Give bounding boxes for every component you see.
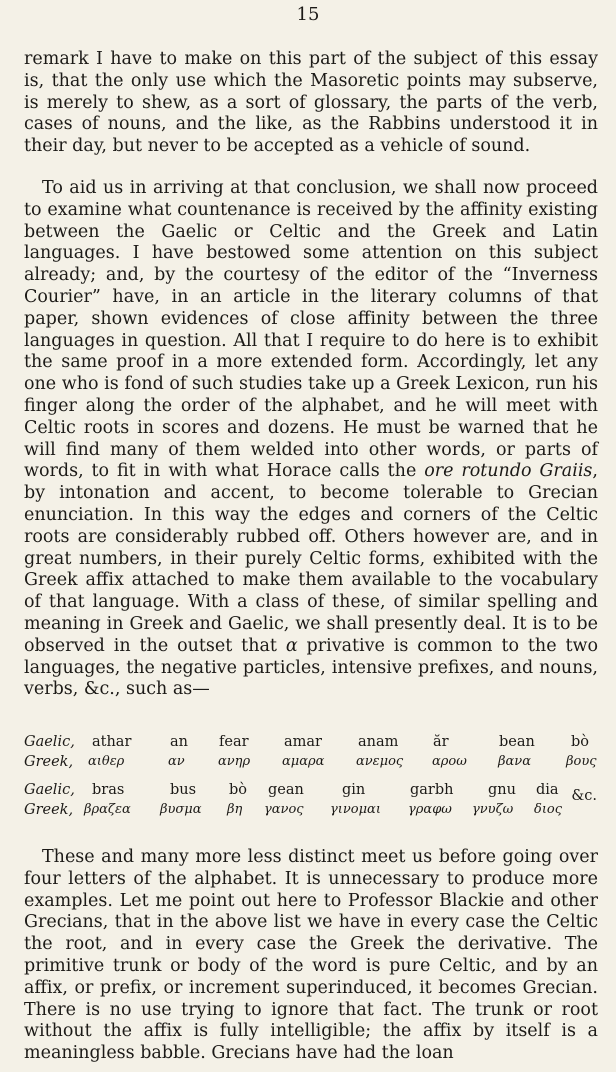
greek-word: ανηρ [218,754,251,769]
greek-word: διος [534,802,563,817]
greek-word: βους [566,754,597,769]
gaelic-word: bus [170,782,197,798]
greek-word: γραφω [408,802,452,817]
gaelic-word: an [170,734,188,750]
greek-word: αροω [432,754,467,769]
etcetera-mark: &c. [571,788,597,804]
gaelic-word: ăr [433,734,449,750]
greek-word: αμαρα [282,754,325,769]
gaelic-word: bò [571,734,590,750]
gaelic-label: Gaelic, [24,782,75,798]
greek-word-row-2 [24,800,598,820]
greek-label: Greek, [24,802,74,818]
gaelic-word: gin [342,782,366,798]
greek-word: γανος [264,802,304,817]
greek-word: ανεμος [356,754,404,769]
paragraph-greek-affinity: To aid us in arriving at that conclusion, we shall now proceed to examine what countenance is received by the affinity existing between the Gaelic or Celtic and the Greek and Latin languages. I have bestowed some attention on this subject already; and, by the courtesy of the editor of the “Inverness Courier” have, in an article in the literary columns of that paper, shown evidences of close affinity between the three languages in question. All that I require to do here is to exhibit the same proof in a more extended form. Accordingly, let any one who is fond of such studies take up a Greek Lexicon, run his finger along the order of the alphabet, and he will meet with Celtic roots in scores and dozens. He must be warned that he will find many of them welded into other words, or parts of words, to fit in with what Horace calls the ore rotundo Graiis, by intonation and accent, to become tolerable to Grecian enunciation. In this way the edges and corners of the Celtic roots are considerably rubbed off. Others however are, and in great numbers, in their purely Celtic forms, exhibited with the Greek affix attached to make them available to the vocabulary of that language. With a class of these, of similar spelling and meaning in Greek and Gaelic, we shall presently deal. It is to be observed in the outset that α privative is common to the two languages, the negative particles, intensive prefixes, and nouns, verbs, &c., such as— [24,178,598,700]
gaelic-word-row-1 [24,732,598,752]
gaelic-word: bean [499,734,535,750]
greek-word: βη [227,802,243,817]
paragraph-celtic-root: These and many more less distinct meet us before going over four letters of the alphabet. It is unnecessary to produce more examples. Let me point out here to Professor Blackie and other Grecians, that in the above list we have in every case the Celtic the root, and in every case the Greek the derivative. The primitive trunk or body of the word is pure Celtic, and by an affix, or prefix, or increment superinduced, it becomes Grecian. There is no use trying to ignore that fact. The trunk or root without the affix is fully intelligible; the affix by itself is a meaningless babble. Grecians have had the loan [24,847,598,1064]
greek-word: αν [168,754,185,769]
greek-word: βυσμα [160,802,202,817]
greek-word: βραζεα [84,802,131,817]
page-number: 15 [296,4,320,25]
gaelic-word: anam [358,734,399,750]
greek-word-row-1 [24,752,598,772]
gaelic-word-row-2 [24,780,598,800]
greek-label: Greek, [24,754,74,770]
paragraph-continuation: remark I have to make on this part of the subject of this essay is, that the only use which the Masoretic points may subserve, is merely to shew, as a sort of glossary, the parts of the verb, cases of nouns, and the like, as the Rabbins understood it in their day, but never to be accepted as a vehicle of sound. [24,49,598,157]
gaelic-word: gnu [488,782,516,798]
gaelic-word: bras [92,782,125,798]
gaelic-word: athar [92,734,132,750]
greek-word: βανα [498,754,531,769]
gaelic-word: garbh [410,782,454,798]
gaelic-word: dia [536,782,559,798]
greek-word: αιθερ [88,754,125,769]
gaelic-label: Gaelic, [24,734,75,750]
greek-word: γινομαι [330,802,381,817]
gaelic-word: bò [229,782,248,798]
gaelic-word: fear [219,734,249,750]
greek-word: γνυζω [472,802,514,817]
gaelic-word: amar [284,734,322,750]
gaelic-word: gean [268,782,304,798]
